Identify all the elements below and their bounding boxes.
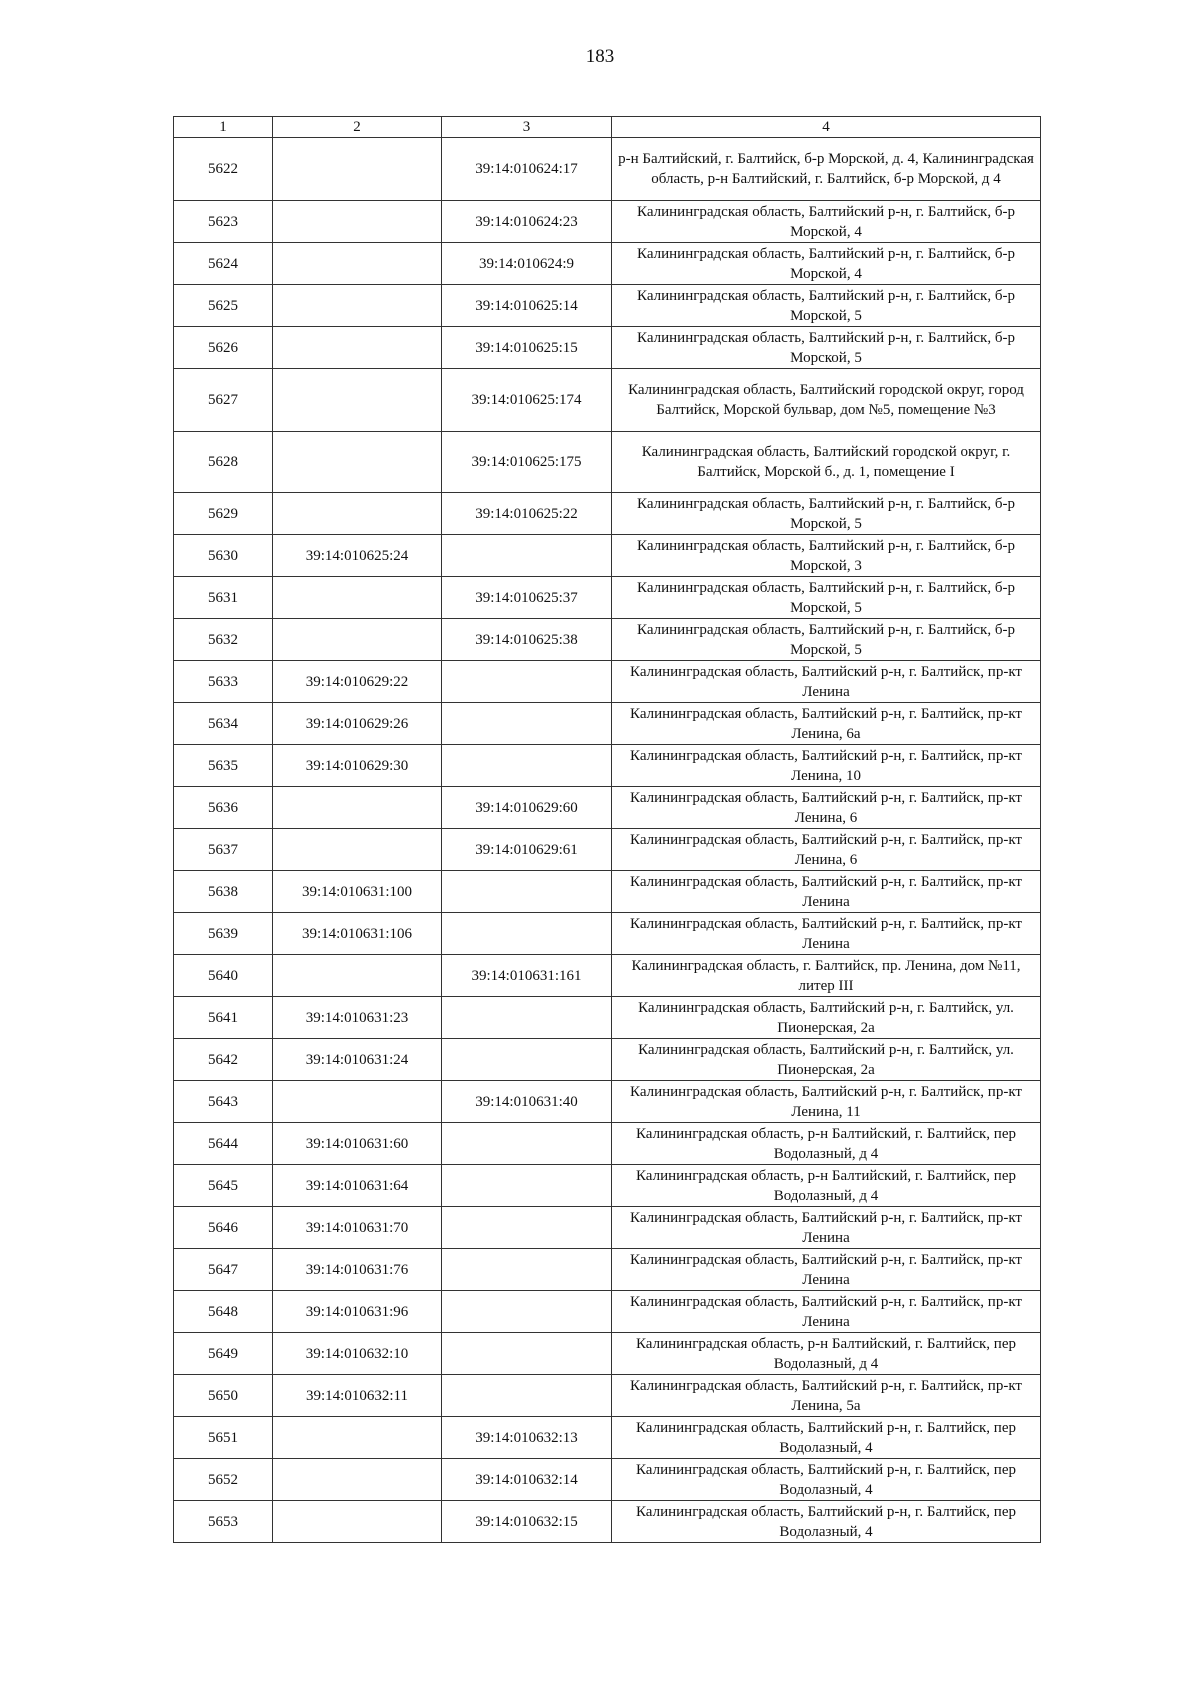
table-row [174, 1039, 1041, 1081]
table-row [174, 201, 1041, 243]
cadastral-number-col2-cell: 39:14:010632:11 [273, 1375, 442, 1417]
cadastral-number-col3-cell [442, 1249, 612, 1291]
header-col-1: 1 [174, 117, 273, 138]
table-row [174, 327, 1041, 369]
cadastral-number-col3-cell [442, 1039, 612, 1081]
cadastral-number-col2-cell [273, 1081, 442, 1123]
cadastral-number-col2-cell [273, 787, 442, 829]
address-cell: Калининградская область, Балтийский р-н, г. Балтийск, б-р Морской, 5 [612, 619, 1041, 661]
table-row [174, 493, 1041, 535]
table-row [174, 1081, 1041, 1123]
cadastral-number-col2-cell: 39:14:010631:76 [273, 1249, 442, 1291]
row-number-cell: 5622 [174, 138, 273, 201]
cadastral-number-col3-cell: 39:14:010624:9 [442, 243, 612, 285]
cadastral-number-col2-cell [273, 955, 442, 997]
header-col-3: 3 [442, 117, 612, 138]
cadastral-number-col2-cell: 39:14:010631:23 [273, 997, 442, 1039]
address-cell: Калининградская область, Балтийский р-н, г. Балтийск, ул. Пионерская, 2а [612, 997, 1041, 1039]
address-cell: Калининградская область, Балтийский городской округ, г. Балтийск, Морской б., д. 1, помещение I [612, 432, 1041, 493]
cadastral-number-col2-cell [273, 432, 442, 493]
address-cell: Калининградская область, Балтийский р-н, г. Балтийск, пер Водолазный, 4 [612, 1417, 1041, 1459]
table-row [174, 535, 1041, 577]
address-cell: Калининградская область, Балтийский р-н, г. Балтийск, пр-кт Ленина, 11 [612, 1081, 1041, 1123]
row-number-cell: 5625 [174, 285, 273, 327]
cadastral-number-col3-cell [442, 997, 612, 1039]
row-number-cell: 5636 [174, 787, 273, 829]
cadastral-number-col2-cell [273, 619, 442, 661]
cadastral-number-col2-cell: 39:14:010625:24 [273, 535, 442, 577]
address-cell: Калининградская область, Балтийский р-н, г. Балтийск, пер Водолазный, 4 [612, 1501, 1041, 1543]
cadastral-number-col3-cell: 39:14:010625:22 [442, 493, 612, 535]
table-row [174, 703, 1041, 745]
cadastral-number-col3-cell: 39:14:010625:174 [442, 369, 612, 432]
row-number-cell: 5644 [174, 1123, 273, 1165]
row-number-cell: 5641 [174, 997, 273, 1039]
cadastral-number-col3-cell [442, 1375, 612, 1417]
cadastral-number-col2-cell: 39:14:010631:100 [273, 871, 442, 913]
cadastral-number-col2-cell [273, 369, 442, 432]
row-number-cell: 5652 [174, 1459, 273, 1501]
address-cell: Калининградская область, Балтийский р-н, г. Балтийск, пр-кт Ленина [612, 661, 1041, 703]
cadastral-number-col3-cell [442, 703, 612, 745]
row-number-cell: 5651 [174, 1417, 273, 1459]
row-number-cell: 5650 [174, 1375, 273, 1417]
row-number-cell: 5639 [174, 913, 273, 955]
row-number-cell: 5649 [174, 1333, 273, 1375]
row-number-cell: 5633 [174, 661, 273, 703]
cadastral-number-col3-cell [442, 1333, 612, 1375]
row-number-cell: 5634 [174, 703, 273, 745]
row-number-cell: 5640 [174, 955, 273, 997]
row-number-cell: 5623 [174, 201, 273, 243]
address-cell: Калининградская область, Балтийский р-н, г. Балтийск, ул. Пионерская, 2а [612, 1039, 1041, 1081]
row-number-cell: 5631 [174, 577, 273, 619]
table-row [174, 913, 1041, 955]
table-row [174, 1459, 1041, 1501]
table-row [174, 369, 1041, 432]
address-cell: Калининградская область, Балтийский р-н, г. Балтийск, б-р Морской, 3 [612, 535, 1041, 577]
row-number-cell: 5628 [174, 432, 273, 493]
table-row [174, 432, 1041, 493]
cadastral-number-col3-cell [442, 913, 612, 955]
table-row [174, 1333, 1041, 1375]
address-cell: Калининградская область, Балтийский городской округ, город Балтийск, Морской бульвар, дом №5, помещение №3 [612, 369, 1041, 432]
row-number-cell: 5648 [174, 1291, 273, 1333]
cadastral-number-col2-cell: 39:14:010631:96 [273, 1291, 442, 1333]
cadastral-number-col2-cell: 39:14:010629:22 [273, 661, 442, 703]
row-number-cell: 5642 [174, 1039, 273, 1081]
cadastral-number-col3-cell [442, 1207, 612, 1249]
registry-table [173, 116, 1041, 1543]
address-cell: Калининградская область, Балтийский р-н, г. Балтийск, б-р Морской, 5 [612, 285, 1041, 327]
header-row [174, 117, 1041, 138]
table-row [174, 1165, 1041, 1207]
table-row [174, 138, 1041, 201]
table-row [174, 829, 1041, 871]
row-number-cell: 5653 [174, 1501, 273, 1543]
cadastral-number-col3-cell: 39:14:010631:161 [442, 955, 612, 997]
address-cell: Калининградская область, Балтийский р-н, г. Балтийск, пр-кт Ленина, 6а [612, 703, 1041, 745]
table-row [174, 285, 1041, 327]
table-row [174, 1207, 1041, 1249]
address-cell: Калининградская область, Балтийский р-н, г. Балтийск, б-р Морской, 5 [612, 327, 1041, 369]
cadastral-number-col2-cell: 39:14:010629:26 [273, 703, 442, 745]
cadastral-number-col2-cell: 39:14:010632:10 [273, 1333, 442, 1375]
table-row [174, 955, 1041, 997]
cadastral-number-col2-cell [273, 327, 442, 369]
row-number-cell: 5643 [174, 1081, 273, 1123]
address-cell: Калининградская область, Балтийский р-н, г. Балтийск, пр-кт Ленина [612, 1291, 1041, 1333]
cadastral-number-col3-cell: 39:14:010632:14 [442, 1459, 612, 1501]
address-cell: Калининградская область, Балтийский р-н, г. Балтийск, б-р Морской, 4 [612, 243, 1041, 285]
address-cell: Калининградская область, Балтийский р-н, г. Балтийск, пр-кт Ленина [612, 913, 1041, 955]
cadastral-number-col3-cell [442, 535, 612, 577]
cadastral-number-col3-cell: 39:14:010625:38 [442, 619, 612, 661]
row-number-cell: 5626 [174, 327, 273, 369]
cadastral-number-col3-cell: 39:14:010629:60 [442, 787, 612, 829]
address-cell: Калининградская область, Балтийский р-н, г. Балтийск, б-р Морской, 4 [612, 201, 1041, 243]
row-number-cell: 5624 [174, 243, 273, 285]
cadastral-number-col2-cell [273, 577, 442, 619]
cadastral-number-col2-cell: 39:14:010631:64 [273, 1165, 442, 1207]
row-number-cell: 5646 [174, 1207, 273, 1249]
cadastral-number-col2-cell: 39:14:010631:70 [273, 1207, 442, 1249]
table-row [174, 1123, 1041, 1165]
table-row [174, 745, 1041, 787]
cadastral-number-col3-cell: 39:14:010631:40 [442, 1081, 612, 1123]
cadastral-number-col3-cell: 39:14:010625:15 [442, 327, 612, 369]
row-number-cell: 5645 [174, 1165, 273, 1207]
address-cell: Калининградская область, Балтийский р-н, г. Балтийск, б-р Морской, 5 [612, 493, 1041, 535]
cadastral-number-col2-cell [273, 285, 442, 327]
cadastral-number-col3-cell: 39:14:010625:175 [442, 432, 612, 493]
address-cell: Калининградская область, Балтийский р-н, г. Балтийск, пр-кт Ленина [612, 871, 1041, 913]
table-row [174, 997, 1041, 1039]
table-row [174, 1375, 1041, 1417]
address-cell: Калининградская область, г. Балтийск, пр. Ленина, дом №11, литер III [612, 955, 1041, 997]
address-cell: Калининградская область, Балтийский р-н, г. Балтийск, пр-кт Ленина, 6 [612, 787, 1041, 829]
cadastral-number-col3-cell: 39:14:010632:15 [442, 1501, 612, 1543]
table-row [174, 1501, 1041, 1543]
cadastral-number-col2-cell [273, 1501, 442, 1543]
row-number-cell: 5627 [174, 369, 273, 432]
cadastral-number-col3-cell: 39:14:010629:61 [442, 829, 612, 871]
cadastral-number-col3-cell [442, 1165, 612, 1207]
address-cell: Калининградская область, Балтийский р-н, г. Балтийск, пр-кт Ленина [612, 1207, 1041, 1249]
table-row [174, 619, 1041, 661]
cadastral-number-col3-cell [442, 745, 612, 787]
address-cell: Калининградская область, Балтийский р-н, г. Балтийск, пр-кт Ленина, 6 [612, 829, 1041, 871]
address-cell: Калининградская область, р-н Балтийский, г. Балтийск, пер Водолазный, д 4 [612, 1123, 1041, 1165]
cadastral-number-col2-cell: 39:14:010631:24 [273, 1039, 442, 1081]
cadastral-number-col3-cell: 39:14:010632:13 [442, 1417, 612, 1459]
address-cell: Калининградская область, р-н Балтийский, г. Балтийск, пер Водолазный, д 4 [612, 1333, 1041, 1375]
table-row [174, 661, 1041, 703]
row-number-cell: 5635 [174, 745, 273, 787]
address-cell: Калининградская область, Балтийский р-н, г. Балтийск, б-р Морской, 5 [612, 577, 1041, 619]
cadastral-number-col2-cell [273, 1459, 442, 1501]
cadastral-number-col2-cell [273, 201, 442, 243]
table-row [174, 1249, 1041, 1291]
table-row [174, 577, 1041, 619]
cadastral-number-col3-cell: 39:14:010625:14 [442, 285, 612, 327]
address-cell: Калининградская область, Балтийский р-н, г. Балтийск, пр-кт Ленина, 10 [612, 745, 1041, 787]
row-number-cell: 5629 [174, 493, 273, 535]
table-row [174, 787, 1041, 829]
cadastral-number-col3-cell [442, 1291, 612, 1333]
cadastral-number-col3-cell [442, 661, 612, 703]
table-row [174, 871, 1041, 913]
cadastral-number-col3-cell: 39:14:010624:17 [442, 138, 612, 201]
cadastral-number-col2-cell [273, 829, 442, 871]
header-col-2: 2 [273, 117, 442, 138]
cadastral-number-col2-cell [273, 138, 442, 201]
row-number-cell: 5630 [174, 535, 273, 577]
table-row [174, 1291, 1041, 1333]
address-cell: Калининградская область, Балтийский р-н, г. Балтийск, пр-кт Ленина [612, 1249, 1041, 1291]
cadastral-number-col3-cell [442, 1123, 612, 1165]
table-row [174, 243, 1041, 285]
table-body [174, 138, 1041, 1543]
cadastral-number-col3-cell: 39:14:010624:23 [442, 201, 612, 243]
page-number: 183 [585, 46, 615, 67]
cadastral-number-col3-cell: 39:14:010625:37 [442, 577, 612, 619]
table-row [174, 1417, 1041, 1459]
row-number-cell: 5638 [174, 871, 273, 913]
row-number-cell: 5637 [174, 829, 273, 871]
cadastral-number-col2-cell [273, 493, 442, 535]
table-header [174, 117, 1041, 138]
cadastral-number-col2-cell: 39:14:010629:30 [273, 745, 442, 787]
address-cell: Калининградская область, Балтийский р-н, г. Балтийск, пр-кт Ленина, 5а [612, 1375, 1041, 1417]
address-cell: р-н Балтийский, г. Балтийск, б-р Морской, д. 4, Калининградская область, р-н Балтийский, г. Балтийск, б-р Морской, д 4 [612, 138, 1041, 201]
cadastral-number-col2-cell [273, 1417, 442, 1459]
address-cell: Калининградская область, р-н Балтийский, г. Балтийск, пер Водолазный, д 4 [612, 1165, 1041, 1207]
row-number-cell: 5647 [174, 1249, 273, 1291]
header-col-4: 4 [612, 117, 1041, 138]
address-cell: Калининградская область, Балтийский р-н, г. Балтийск, пер Водолазный, 4 [612, 1459, 1041, 1501]
row-number-cell: 5632 [174, 619, 273, 661]
cadastral-number-col3-cell [442, 871, 612, 913]
cadastral-number-col2-cell: 39:14:010631:60 [273, 1123, 442, 1165]
cadastral-number-col2-cell: 39:14:010631:106 [273, 913, 442, 955]
cadastral-number-col2-cell [273, 243, 442, 285]
